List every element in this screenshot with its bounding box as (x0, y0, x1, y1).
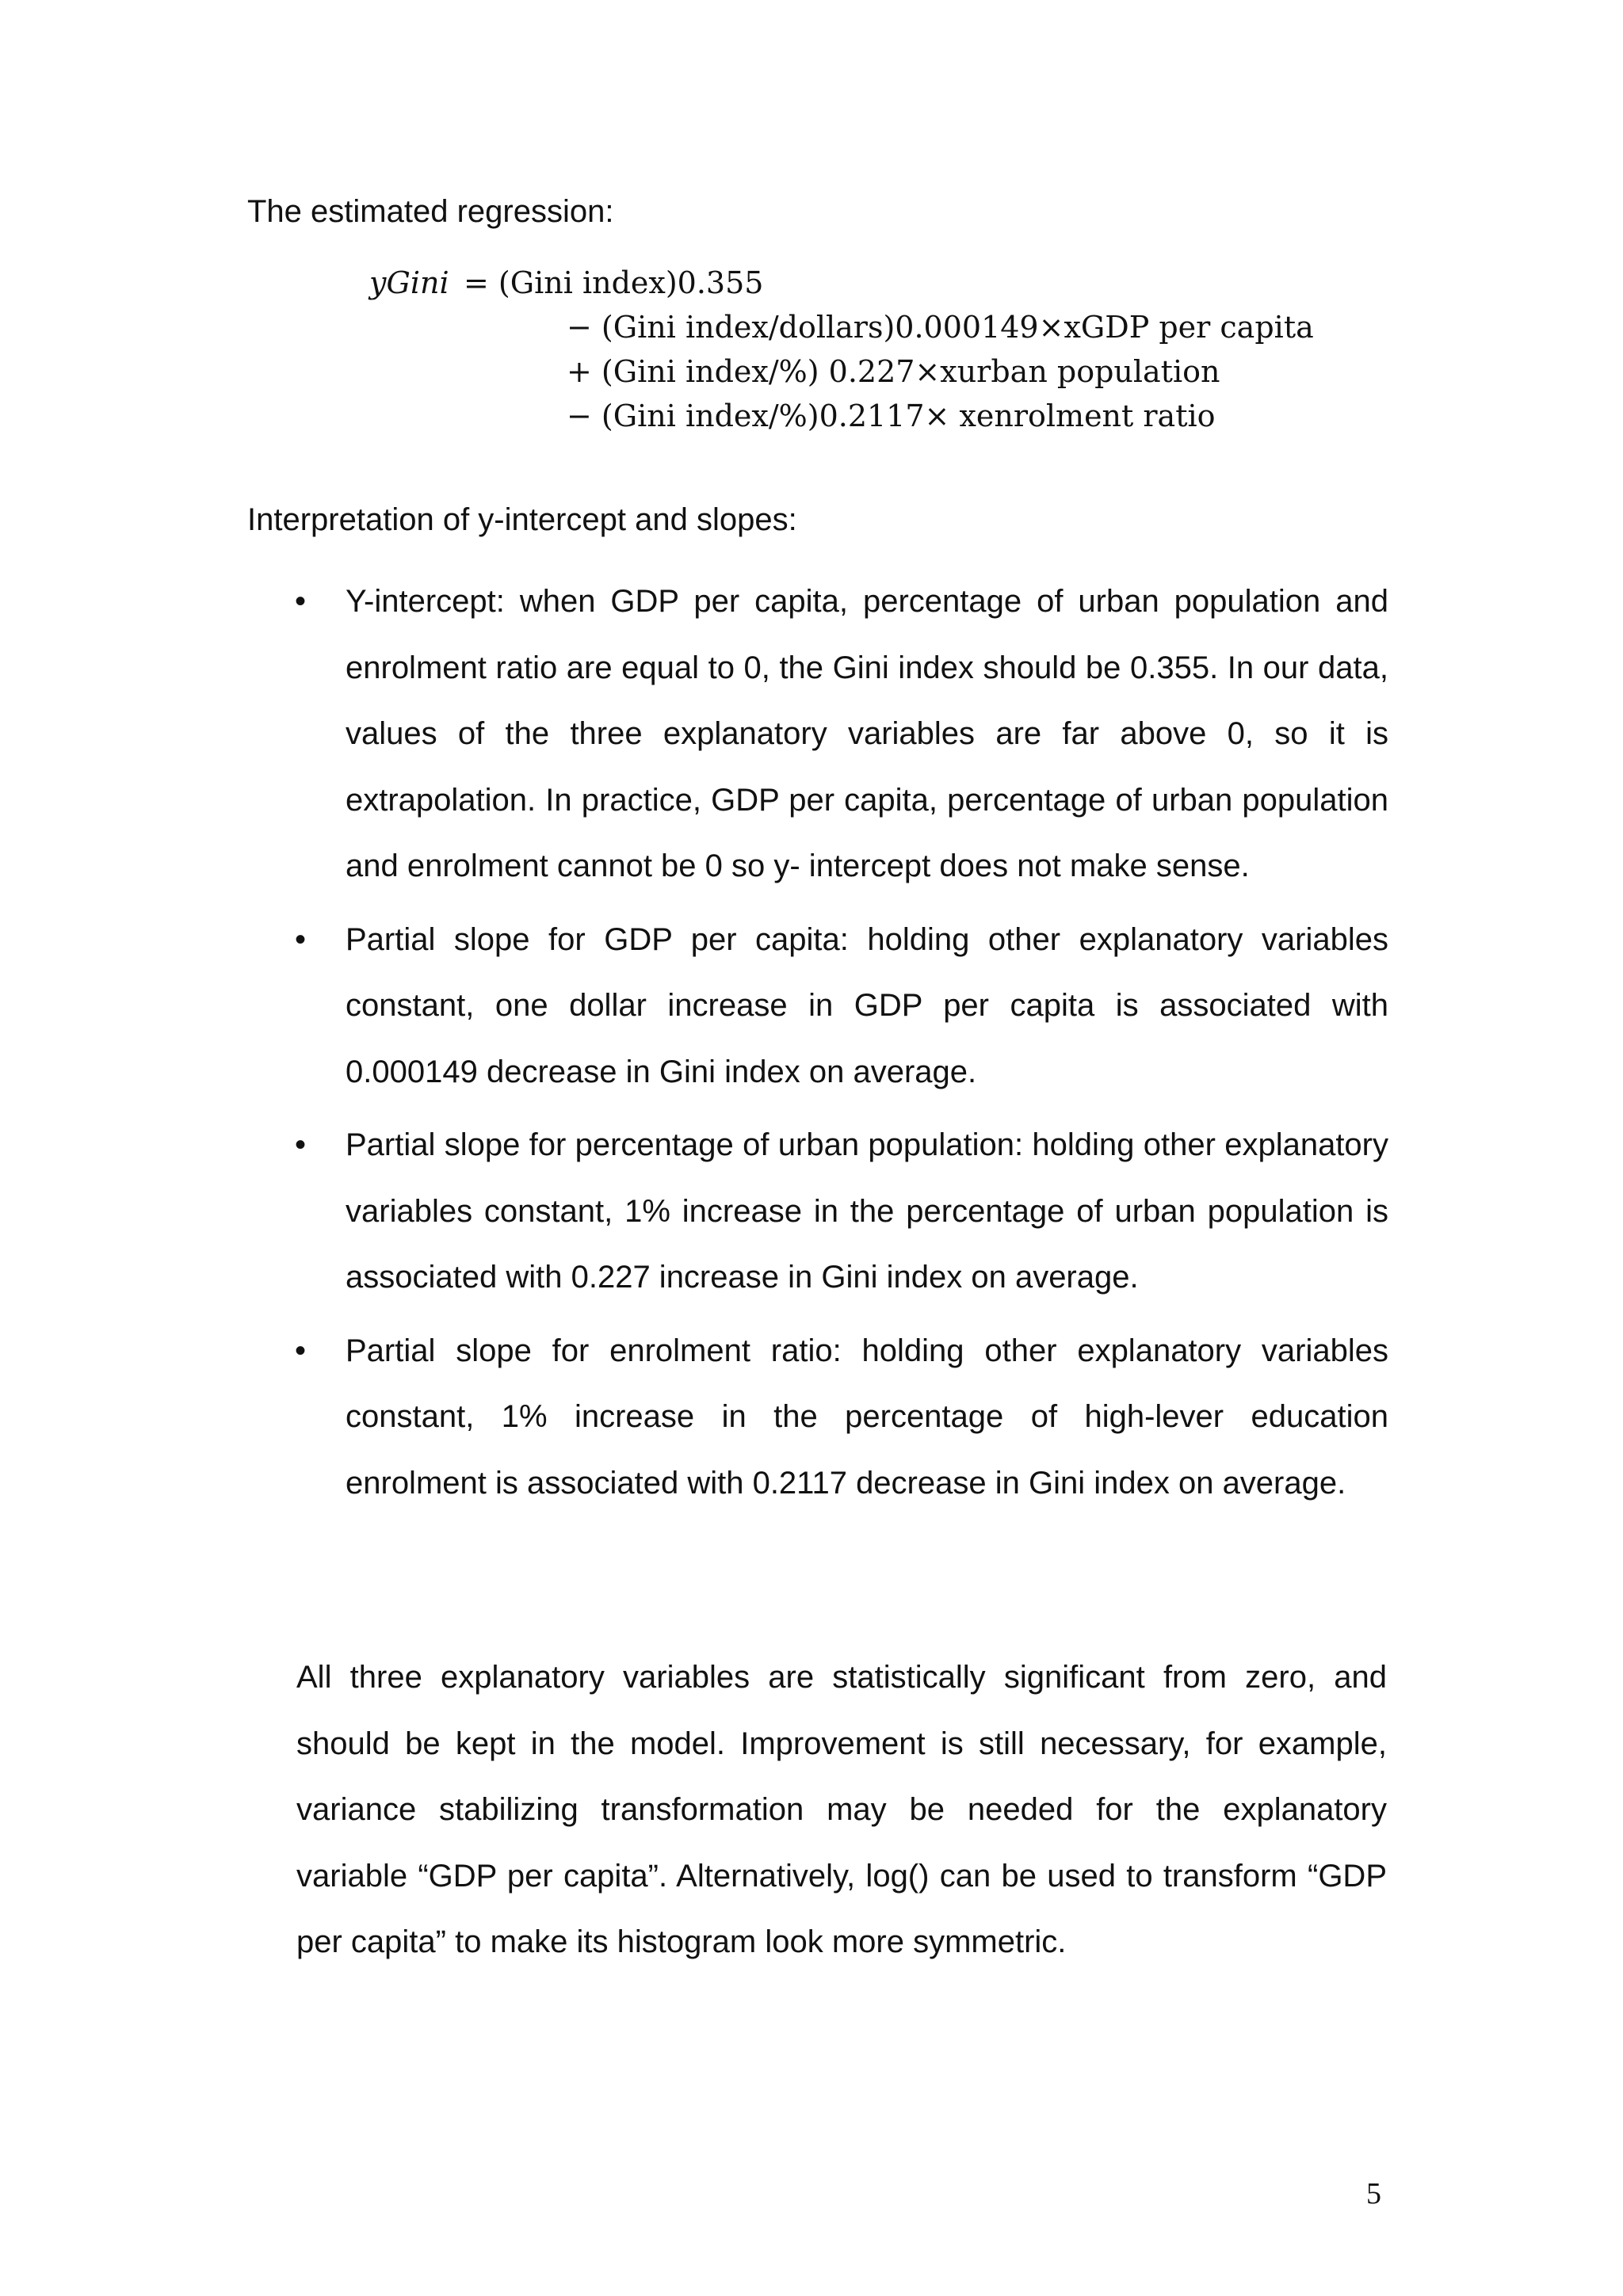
list-item-gdp-slope (295, 907, 1388, 1106)
list-item-text: Partial slope for GDP per capita: holding other explanatory variables constant, one dollar increase in GDP per capita is associated with 0.000149 decrease in Gini index on average. (346, 921, 1388, 1089)
list-item-text: Partial slope for percentage of urban population: holding other explanatory variables constant, 1% increase in the percentage of urban population is associated with 0.227 increase in Gini index on average. (346, 1127, 1388, 1295)
equation-line-gdp: − (Gini index/dollars)0.000149×xGDP per capita (567, 310, 1314, 345)
equation-line-enrolment: − (Gini index/%)0.2117× xenrolment ratio (567, 399, 1216, 433)
equation-lhs: yGini (369, 265, 449, 300)
bullet-icon: • (295, 1127, 307, 1162)
list-item-y-intercept (295, 569, 1388, 900)
bullet-icon: • (295, 921, 307, 957)
list-item-enrolment-slope (295, 1318, 1388, 1517)
equation-line-urban: + (Gini index/%) 0.227×xurban population (567, 354, 1220, 389)
list-item-urban-slope (295, 1112, 1388, 1311)
bullet-icon: • (295, 1333, 307, 1368)
regression-heading: The estimated regression: (247, 194, 614, 229)
conclusion-paragraph: All three explanatory variables are statistically significant from zero, and should be kept in the model. Improvement is still necessary, for example, variance stabilizing transformation may be needed for the explanatory variable “GDP per capita”. Alternatively, log() can be used to transform “GDP per capita” to make its histogram look more symmetric. (296, 1660, 1387, 1959)
page-number: 5 (1366, 2177, 1381, 2210)
bullet-icon: • (295, 584, 307, 619)
equation-line-intercept: = (Gini index)0.355 (464, 265, 764, 300)
list-item-text: Y-intercept: when GDP per capita, percentage of urban population and enrolment ratio are equal to 0, the Gini index should be 0.355. In our data, values of the three explanatory variables are far above 0, so it is extrapolation. In practice, GDP per capita, percentage of urban population and enrolment cannot be 0 so y- intercept does not make sense. (346, 584, 1388, 883)
list-item-text: Partial slope for enrolment ratio: holding other explanatory variables constant, 1% increase in the percentage of high-lever education enrolment is associated with 0.2117 decrease in Gini index on average. (346, 1333, 1388, 1501)
interpretation-heading: Interpretation of y-intercept and slopes: (247, 502, 797, 537)
interpretation-list (295, 569, 1388, 1524)
